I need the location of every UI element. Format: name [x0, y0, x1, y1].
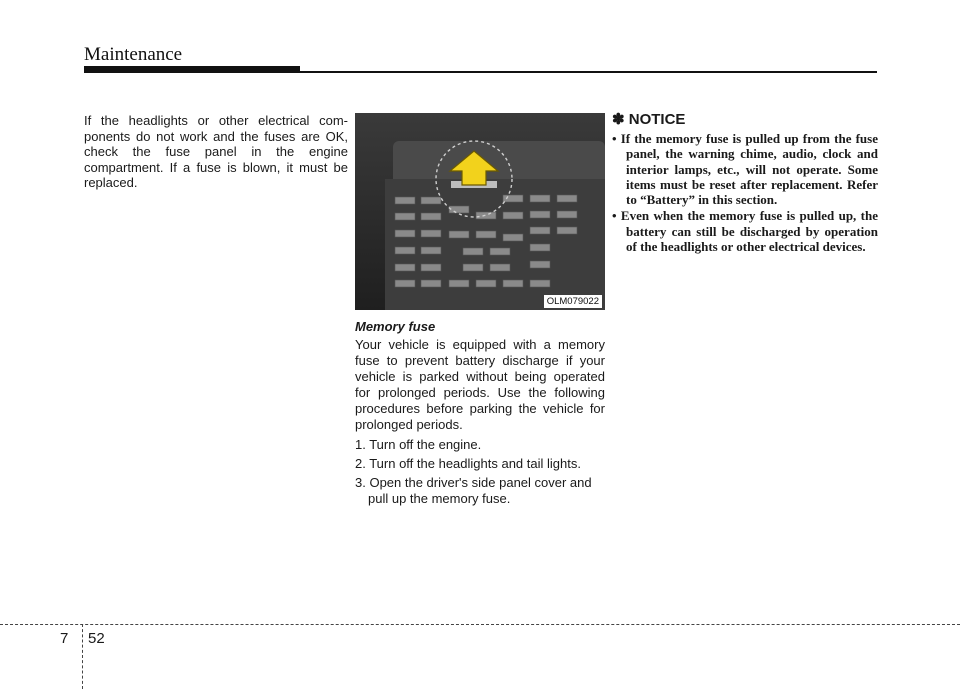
- notice-title: ✽ NOTICE: [612, 111, 686, 128]
- notice-list: [612, 131, 878, 254]
- step-item: 2. Turn off the headlights and tail lights.: [355, 456, 581, 471]
- step-item: 1. Turn off the engine.: [355, 437, 482, 452]
- section-heading: Memory fuse: [355, 319, 436, 334]
- notice-item: • Even when the memory fuse is pulled up, the battery can still be discharged by operation of the headlights or other electrical devices.: [612, 208, 878, 255]
- fuse-panel-illustration: [355, 113, 605, 310]
- footer-rule: [0, 624, 960, 625]
- procedure-steps: [355, 437, 605, 507]
- intro-paragraph: If the headlights or other electrical com-ponents do not work and the fuses are OK, check the fuse panel in the engine compartment. If a fuse is blown, it must be replaced.: [84, 113, 348, 190]
- fuse-panel-photo: [355, 113, 605, 310]
- image-caption: OLM079022: [544, 295, 602, 308]
- notice-column: [612, 110, 878, 255]
- left-column: [84, 113, 348, 191]
- notice-item: • If the memory fuse is pulled up from the fuse panel, the warning chime, audio, clock and interior lamps, etc., will not operate. Some items must be reset after replacement. Refer to “Battery” in this section.: [612, 131, 878, 208]
- header-rule: [300, 71, 877, 73]
- memory-fuse-paragraph: Your vehicle is equipped with a memory fuse to prevent battery discharge if your vehicle is parked without being operated for prolonged periods. Use the following procedures before parking the vehicle for prolonged periods.: [355, 337, 605, 432]
- page-header-title: Maintenance: [84, 44, 183, 65]
- middle-column: [355, 113, 605, 510]
- chapter-number: 7: [60, 630, 69, 647]
- page-number: 52: [88, 630, 105, 647]
- step-item: 3. Open the driver's side panel cover and pull up the memory fuse.: [355, 475, 592, 506]
- header-bar: [84, 66, 300, 73]
- footer-divider: [82, 624, 83, 689]
